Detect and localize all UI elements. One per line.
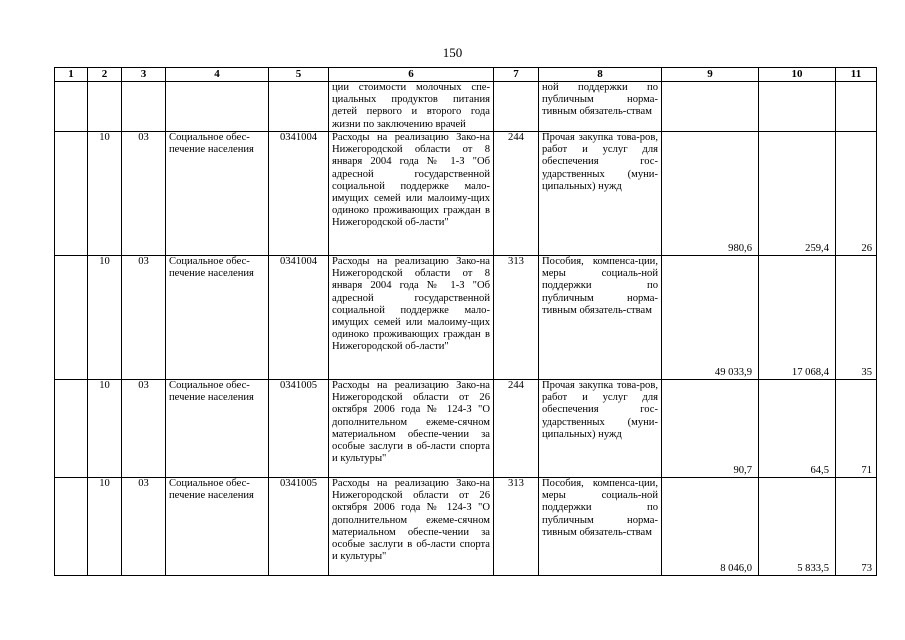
col-header-11: 11 [836,68,877,82]
cell-target-code: 0341004 [269,256,329,380]
cell-section-name: Социальное обес-печение населения [166,132,269,256]
cell-section-name: Социальное обес-печение населения [166,478,269,576]
cell-description: Расходы на реализацию Зако-на Нижегородской области от 26 октября 2006 года № 124-З "О дополнительном ежеме-сячном материальном обеспе-чении за особые заслуги в об-ласти спорта и культуры" [329,478,494,576]
cell-value-11 [836,82,877,132]
cell-section: 10 [88,256,122,380]
cell-value-10: 259,4 [759,132,836,256]
col-header-10: 10 [759,68,836,82]
cell-section: 10 [88,478,122,576]
table-row [55,380,877,478]
cell-value-11: 73 [836,478,877,576]
cell-target-code: 0341004 [269,132,329,256]
cell-row-number [55,82,88,132]
cell-value-10: 64,5 [759,380,836,478]
cell-section-name [166,82,269,132]
cell-section-name: Социальное обес-печение населения [166,380,269,478]
cell-expense-name: ной поддержки по публичным норма-тивным обязатель-ствам [539,82,662,132]
cell-subsection: 03 [122,478,166,576]
col-header-3: 3 [122,68,166,82]
cell-description: Расходы на реализацию Зако-на Нижегородской области от 26 октября 2006 года № 124-З "О дополнительном ежеме-сячном материальном обеспе-чении за особые заслуги в об-ласти спорта и культуры" [329,380,494,478]
cell-value-10: 5 833,5 [759,478,836,576]
col-header-6: 6 [329,68,494,82]
cell-expense-name: Прочая закупка това-ров, работ и услуг для обеспечения гос-ударственных (муни-ципальных) нужд [539,132,662,256]
table-row [55,478,877,576]
cell-subsection: 03 [122,256,166,380]
cell-value-9: 980,6 [662,132,759,256]
cell-expense-name: Пособия, компенса-ции, меры социаль-ной поддержки по публичным норма-тивным обязатель-ствам [539,256,662,380]
page-number: 150 [442,45,463,60]
cell-section [88,82,122,132]
cell-expense-type: 313 [494,478,539,576]
cell-subsection [122,82,166,132]
cell-value-9: 90,7 [662,380,759,478]
table-row [55,256,877,380]
cell-subsection: 03 [122,132,166,256]
cell-section-name: Социальное обес-печение населения [166,256,269,380]
cell-expense-type [494,82,539,132]
cell-row-number [55,256,88,380]
cell-value-11: 71 [836,380,877,478]
table-header-row [55,68,877,82]
cell-value-11: 35 [836,256,877,380]
cell-value-10 [759,82,836,132]
table-row [55,82,877,132]
col-header-5: 5 [269,68,329,82]
col-header-7: 7 [494,68,539,82]
cell-value-9: 49 033,9 [662,256,759,380]
cell-row-number [55,478,88,576]
cell-value-11: 26 [836,132,877,256]
col-header-1: 1 [55,68,88,82]
cell-description: Расходы на реализацию Зако-на Нижегородской области от 8 января 2004 года № 1-З "Об адресной государственной социальной поддержке мало-имущих семей или малоиму-щих одиноко проживающих граждан в Нижегородской об-ласти" [329,132,494,256]
cell-expense-name: Пособия, компенса-ции, меры социаль-ной поддержки по публичным норма-тивным обязатель-ствам [539,478,662,576]
budget-table [54,67,877,576]
cell-expense-type: 244 [494,380,539,478]
cell-description: Расходы на реализацию Зако-на Нижегородской области от 8 января 2004 года № 1-З "Об адресной государственной социальной поддержке мало-имущих семей или малоиму-щих одиноко проживающих граждан в Нижегородской об-ласти" [329,256,494,380]
cell-subsection: 03 [122,380,166,478]
table-row [55,132,877,256]
cell-value-9: 8 046,0 [662,478,759,576]
cell-target-code: 0341005 [269,380,329,478]
cell-target-code [269,82,329,132]
cell-section: 10 [88,132,122,256]
cell-description: ции стоимости молочных спе-циальных продуктов питания детей первого и второго года жизни по заключению врачей [329,82,494,132]
cell-section: 10 [88,380,122,478]
col-header-4: 4 [166,68,269,82]
col-header-9: 9 [662,68,759,82]
col-header-2: 2 [88,68,122,82]
cell-value-9 [662,82,759,132]
col-header-8: 8 [539,68,662,82]
cell-expense-name: Прочая закупка това-ров, работ и услуг для обеспечения гос-ударственных (муни-ципальных) нужд [539,380,662,478]
cell-expense-type: 313 [494,256,539,380]
cell-row-number [55,132,88,256]
cell-target-code: 0341005 [269,478,329,576]
cell-row-number [55,380,88,478]
cell-value-10: 17 068,4 [759,256,836,380]
cell-expense-type: 244 [494,132,539,256]
